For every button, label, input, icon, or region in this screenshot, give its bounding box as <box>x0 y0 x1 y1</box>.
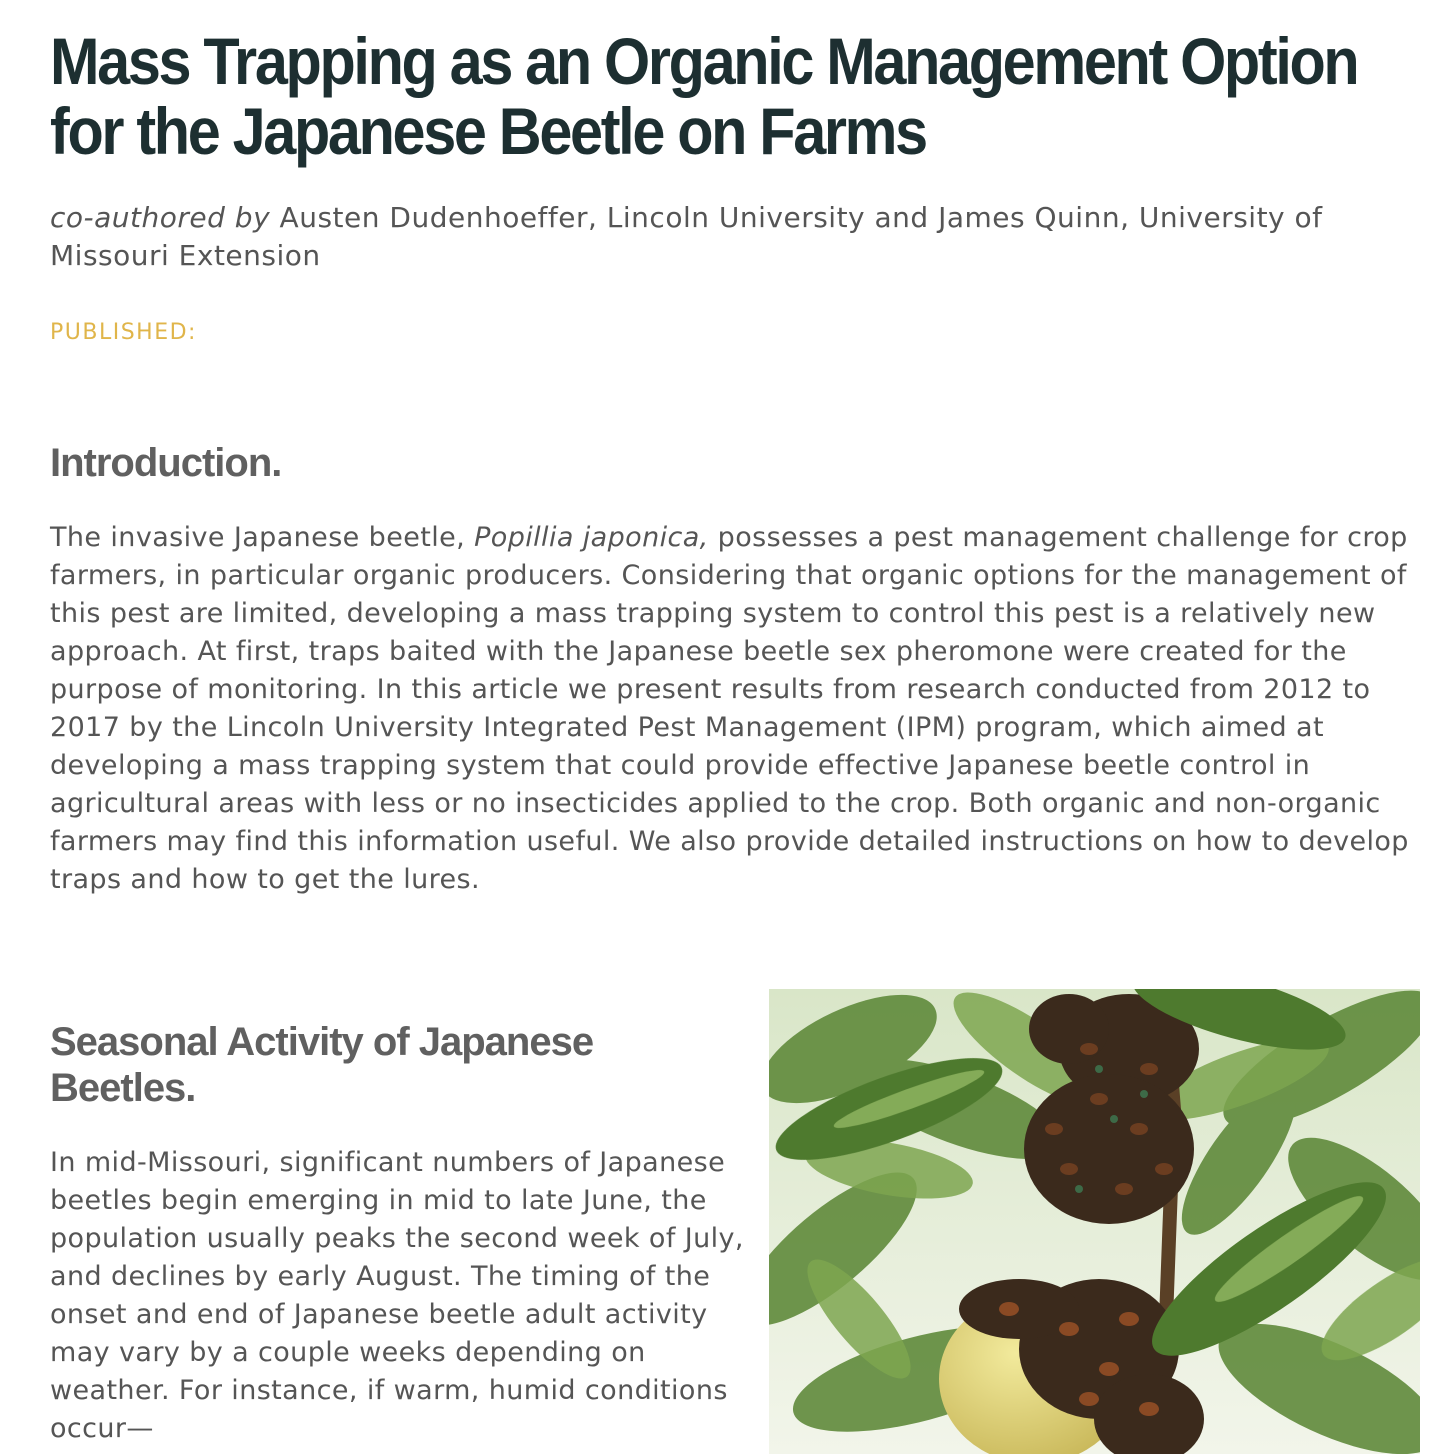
seasonal-activity-heading: Seasonal Activity of Japanese Beetles. <box>50 1020 594 1110</box>
article-title-line-1: Mass Trapping as an Organic Management Option <box>50 24 1358 98</box>
byline <box>50 199 1440 275</box>
article-title <box>50 26 1427 166</box>
byline-lead: co-authored by <box>50 201 271 234</box>
introduction-paragraph <box>50 519 1440 899</box>
beetles-on-fruit-photo <box>769 989 1420 1454</box>
byline-authors: Austen Dudenhoeffer, Lincoln University and James Quinn, University of Missouri Extension <box>50 201 1323 272</box>
introduction-heading: Introduction. <box>50 441 282 485</box>
intro-text-before: The invasive Japanese beetle, <box>50 522 475 553</box>
beetles-on-fruit-illustration <box>769 989 1420 1454</box>
article-title-line-2: for the Japanese Beetle on Farms <box>50 94 926 168</box>
seasonal-activity-paragraph: In mid-Missouri, significant numbers of Japanese beetles begin emerging in mid to late June, the population usually peaks the second week of July, and declines by early August. The timing of the onset and end of Japanese beetle adult activity may vary by a couple weeks depending on weather. For instance, if warm, humid conditions occur— <box>50 1147 744 1444</box>
species-name: Popillia japonica, <box>474 522 709 553</box>
intro-text-after: possesses a pest management challenge for crop farmers, in particular organic producers. Considering that organic options for the management of this pest are limited, developing a mass trapping system to control this pest is a relatively new approach. At first, traps baited with the Japanese beetle sex pheromone were created for the purpose of monitoring. In this article we present results from research conducted from 2012 to 2017 by the Lincoln University Integrated Pest Management (IPM) program, which aimed at developing a mass trapping system that could provide effective Japanese beetle control in agricultural areas with less or no insecticides applied to the crop. Both organic and non-organic farmers may find this information useful. We also provide detailed instructions on how to develop traps and how to get the lures. <box>50 522 1409 895</box>
published-label: PUBLISHED: <box>50 320 197 345</box>
